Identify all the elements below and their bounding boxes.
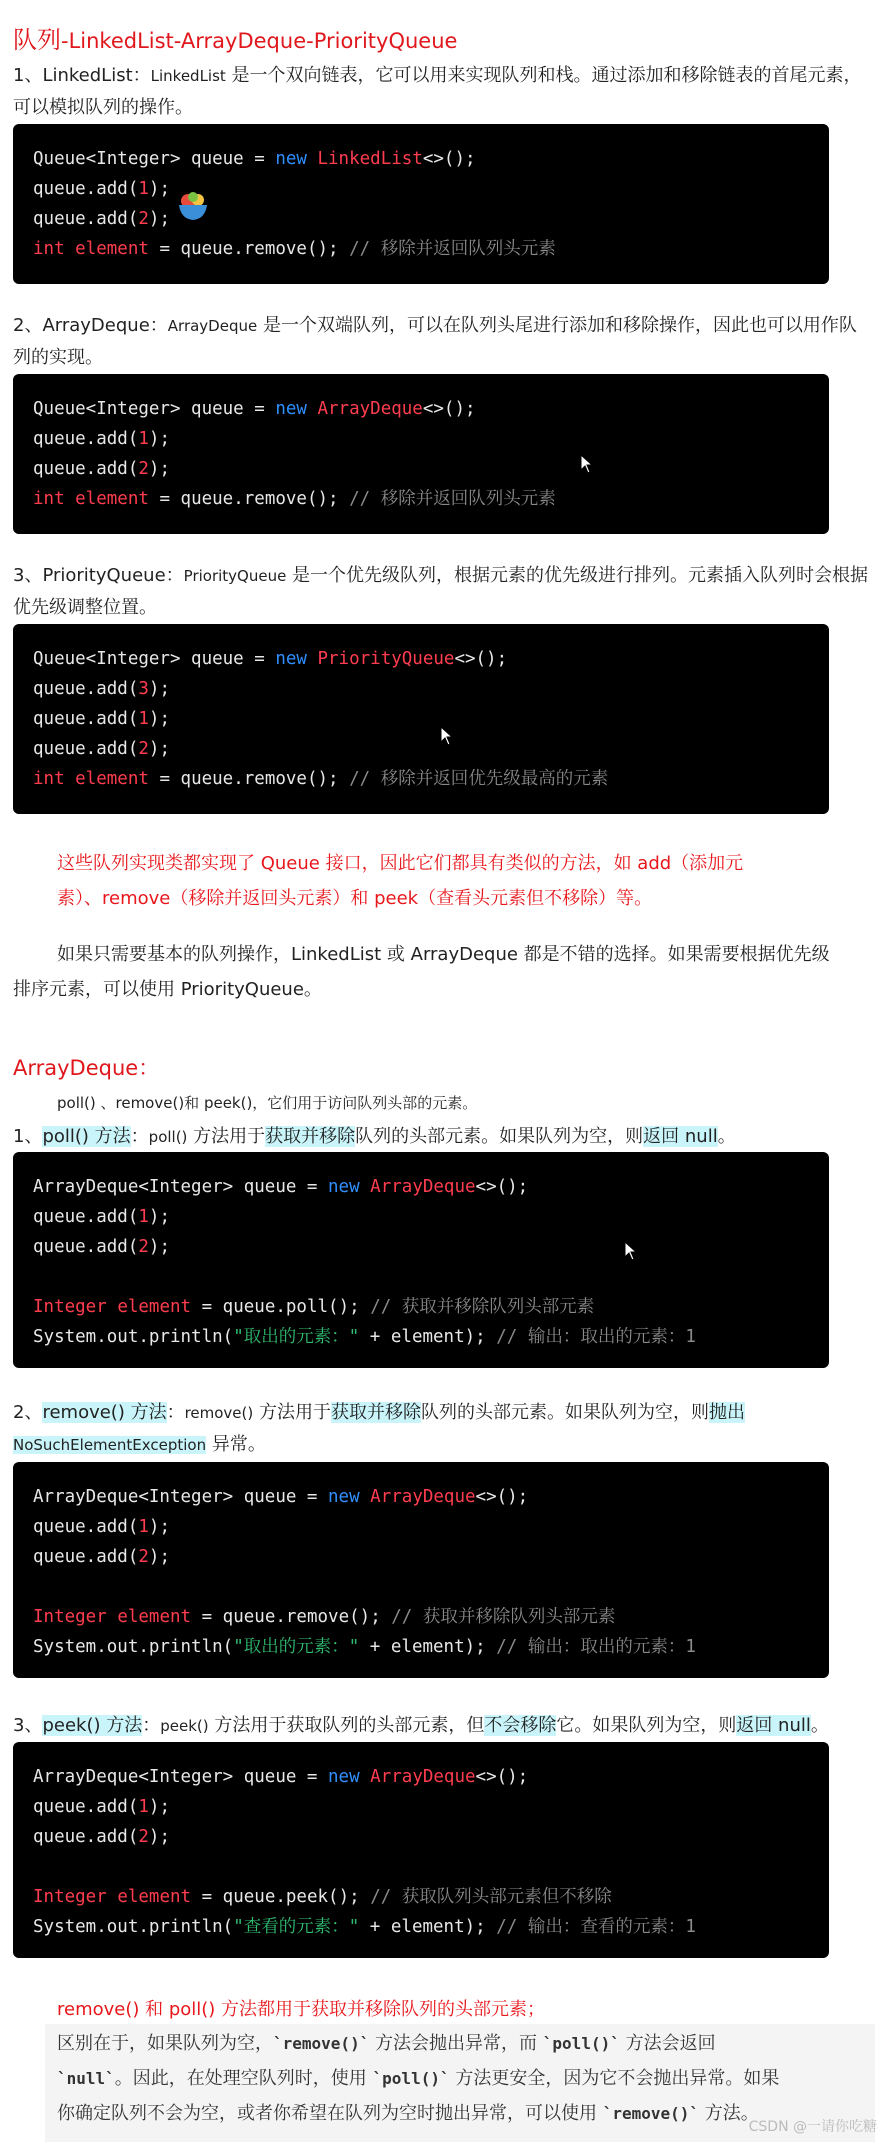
code-line: queue.add(1); xyxy=(33,1207,170,1227)
code-line: queue.add(2); xyxy=(33,209,170,229)
code-block-arraydeque xyxy=(13,374,829,534)
item-linkedlist: 1、LinkedList：LinkedList 是一个双向链表，它可以用来实现队列和栈。通过添加和移除链表的首尾元素， 可以模拟队列的操作。 xyxy=(13,65,862,118)
section-heading-arraydeque: ArrayDeque： xyxy=(13,1056,160,1080)
code-block-priorityqueue xyxy=(13,624,829,814)
page-title: 队列-LinkedList-ArrayDeque-PriorityQueue xyxy=(13,26,458,54)
code-block-remove xyxy=(13,1462,829,1678)
code-line: int element = queue.remove(); // 移除并返回队列头元素 xyxy=(33,239,556,259)
code-line: Integer element = queue.peek(); // 获取队列头部元素但不移除 xyxy=(33,1887,612,1907)
code-line: Integer element = queue.poll(); // 获取并移除队列头部元素 xyxy=(33,1297,595,1317)
code-line: queue.add(3); xyxy=(33,679,170,699)
fruit-bowl-icon xyxy=(176,189,210,223)
code-line: Queue<Integer> queue = new ArrayDeque<>(); xyxy=(33,399,476,419)
code-line: queue.add(2); xyxy=(33,1237,170,1257)
final-summary-heading: remove() 和 poll() 方法都用于获取并移除队列的头部元素； xyxy=(57,1999,546,2020)
code-line: System.out.println("查看的元素：" + element); // 输出：查看的元素：1 xyxy=(33,1917,696,1937)
code-line: queue.add(1); xyxy=(33,709,170,729)
code-line: Queue<Integer> queue = new LinkedList<>(); xyxy=(33,149,476,169)
code-line: Queue<Integer> queue = new PriorityQueue<>(); xyxy=(33,649,508,669)
final-summary-text: 区别在于，如果队列为空，`remove()` 方法会抛出异常，而 `poll()` 方法会返回 `null`。因此，在处理空队列时，使用 `poll()` 方法更安全，因为它不会抛出异常。如果 你确定队列不会为空，或者你希望在队列为空时抛出异常，可以使用 `remove()` 方法。 xyxy=(57,2033,780,2124)
code-line: int element = queue.remove(); // 移除并返回队列头元素 xyxy=(33,489,556,509)
method-peek: 3、peek() 方法：peek() 方法用于获取队列的头部元素，但不会移除它。如果队列为空，则返回 null。 xyxy=(13,1715,829,1736)
code-line: Integer element = queue.remove(); // 获取并移除队列头部元素 xyxy=(33,1607,616,1627)
code-line: queue.add(1); xyxy=(33,1797,170,1817)
code-line: queue.add(1); xyxy=(33,179,170,199)
code-block-poll xyxy=(13,1152,829,1368)
code-line: queue.add(1); xyxy=(33,429,170,449)
code-line: int element = queue.remove(); // 移除并返回优先级最高的元素 xyxy=(33,769,609,789)
code-line: System.out.println("取出的元素：" + element); // 输出：取出的元素：1 xyxy=(33,1637,696,1657)
method-poll: 1、poll() 方法：poll() 方法用于获取并移除队列的头部元素。如果队列为空，则返回 null。 xyxy=(13,1126,736,1147)
code-block-peek xyxy=(13,1742,829,1958)
code-line: queue.add(2); xyxy=(33,1827,170,1847)
item-arraydeque: 2、ArrayDeque：ArrayDeque 是一个双端队列，可以在队列头尾进行添加和移除操作，因此也可以用作队 列的实现。 xyxy=(13,315,857,368)
watermark: CSDN @一请你吃糖 xyxy=(748,2119,877,2135)
section-intro: poll() 、remove()和 peek()，它们用于访问队列头部的元素。 xyxy=(57,1094,478,1112)
code-line: System.out.println("取出的元素：" + element); // 输出：取出的元素：1 xyxy=(33,1327,696,1347)
code-line: queue.add(1); xyxy=(33,1517,170,1537)
code-line: ArrayDeque<Integer> queue = new ArrayDeque<>(); xyxy=(33,1177,529,1197)
method-remove: 2、remove() 方法：remove() 方法用于获取并移除队列的头部元素。如果队列为空，则抛出 NoSuchElementException 异常。 xyxy=(13,1402,745,1455)
code-line: ArrayDeque<Integer> queue = new ArrayDeque<>(); xyxy=(33,1487,529,1507)
code-line: queue.add(2); xyxy=(33,1547,170,1567)
item-priorityqueue: 3、PriorityQueue：PriorityQueue 是一个优先级队列，根据元素的优先级进行排列。元素插入队列时会根据 优先级调整位置。 xyxy=(13,565,869,618)
code-line: queue.add(2); xyxy=(33,459,170,479)
note-queue-interface: 这些队列实现类都实现了 Queue 接口，因此它们都具有类似的方法，如 add（添加元 素）、remove（移除并返回头元素）和 peek（查看头元素但不移除）等。 xyxy=(57,853,744,909)
code-block-linkedlist xyxy=(13,124,829,284)
code-line: ArrayDeque<Integer> queue = new ArrayDeque<>(); xyxy=(33,1767,529,1787)
note-choice: 如果只需要基本的队列操作，LinkedList 或 ArrayDeque 都是不错的选择。如果需要根据优先级 排序元素，可以使用 PriorityQueue。 xyxy=(13,944,830,1000)
code-line: queue.add(2); xyxy=(33,739,170,759)
